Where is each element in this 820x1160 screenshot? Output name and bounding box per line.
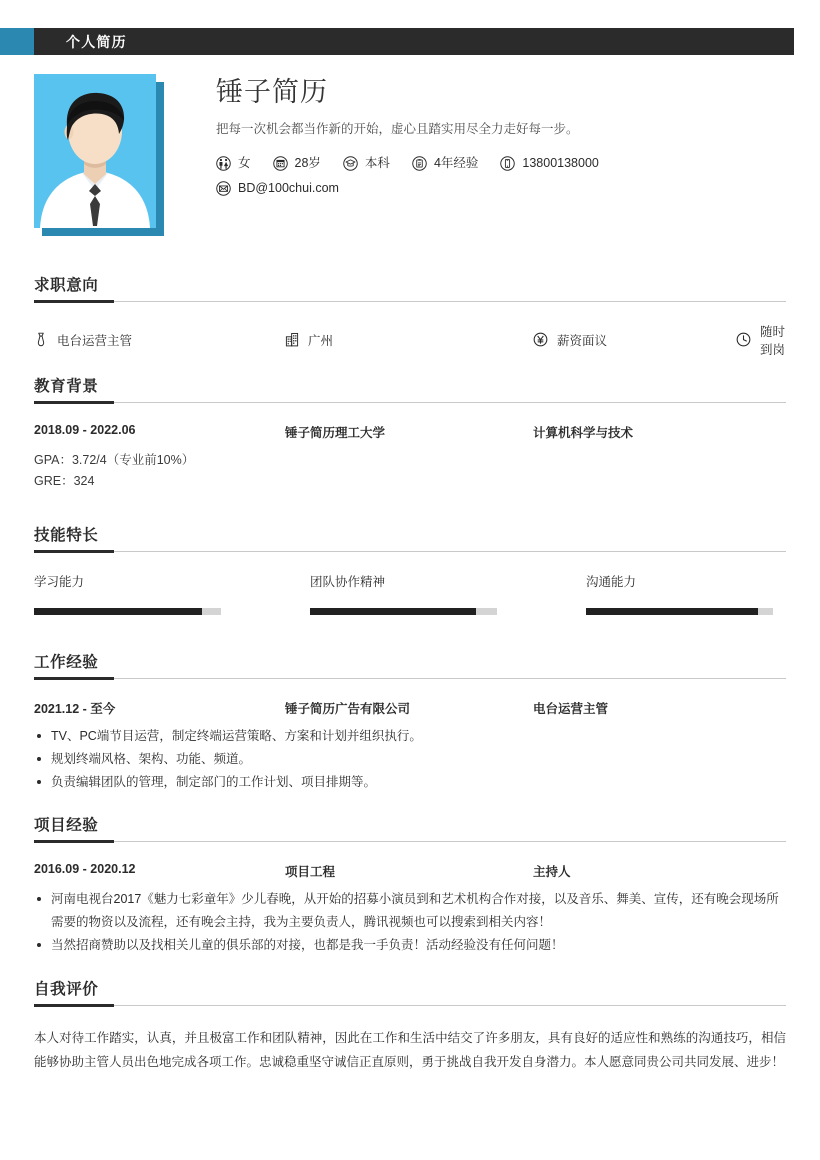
job-intention-row [34, 322, 786, 358]
education-school: 锤子简历理工大学 [285, 425, 386, 440]
intent-city-text: 广州 [308, 333, 334, 348]
graduation-cap-icon [343, 156, 358, 171]
section-title-work-experience: 工作经验 [34, 654, 99, 671]
section-skills [34, 528, 786, 615]
meta-age [273, 156, 321, 171]
project-bullets [34, 888, 786, 957]
skill-item [34, 572, 310, 615]
section-self-evaluation [34, 982, 786, 1074]
intent-position [34, 331, 285, 349]
skill-name: 沟通能力 [586, 574, 637, 589]
skill-progress-track [586, 608, 773, 615]
skill-name: 团队协作精神 [310, 574, 386, 589]
document-icon [412, 156, 427, 171]
skills-row [34, 572, 786, 615]
section-rule [34, 551, 786, 552]
meta-experience [412, 156, 478, 171]
meta-degree-text: 本科 [364, 156, 390, 171]
meta-age-text: 28岁 [294, 156, 321, 171]
list-item: 负责编辑团队的管理，制定部门的工作计划、项目排期等。 [34, 771, 786, 794]
header-accent-block [0, 28, 34, 55]
list-item: 河南电视台2017《魅力七彩童年》少儿春晚，从开始的招募小演员到和艺术机构合作对接，以及音乐、舞美、宣传，还有晚会现场所需要的物资以及流程，还有晚会主持，我为主要负责人，腾讯视频也可以搜索到相关内容！ [34, 888, 786, 934]
education-entry-head [34, 423, 786, 441]
meta-email-text: BD@100chui.com [238, 181, 339, 196]
section-rule [34, 841, 786, 842]
skill-item [310, 572, 586, 615]
section-rule [34, 678, 786, 679]
intent-city [285, 331, 533, 349]
section-title-skills: 技能特长 [34, 527, 99, 544]
education-details [34, 450, 786, 494]
section-title-project-experience: 项目经验 [34, 817, 99, 834]
intent-availability [736, 322, 786, 358]
intent-salary-text: 薪资面议 [557, 333, 608, 348]
avatar-photo [34, 74, 156, 228]
meta-gender [216, 156, 251, 171]
intent-salary [533, 331, 736, 349]
education-major: 计算机科学与技术 [533, 425, 634, 440]
meta-gender-text: 女 [238, 156, 251, 171]
work-entry-head [34, 699, 786, 717]
section-project-experience [34, 818, 786, 957]
gender-icon [216, 156, 231, 171]
project-date: 2016.09 - 2020.12 [34, 861, 136, 876]
section-work-experience [34, 655, 786, 794]
phone-icon [500, 156, 515, 171]
section-education [34, 379, 786, 493]
meta-degree [343, 156, 390, 171]
project-role: 主持人 [533, 864, 571, 879]
avatar-illustration [34, 74, 156, 228]
education-detail-gpa: GPA：3.72/4（专业前10%） [34, 452, 195, 467]
candidate-name: 锤子简历 [216, 77, 328, 107]
education-detail-gre: GRE：324 [34, 474, 95, 489]
profile-info [216, 74, 786, 206]
work-bullets [34, 725, 786, 794]
skill-progress-fill [34, 608, 202, 615]
section-rule [34, 1005, 786, 1006]
avatar [34, 74, 164, 236]
building-icon [285, 332, 299, 347]
skill-name: 学习能力 [34, 574, 85, 589]
header-dark-block [34, 28, 794, 55]
section-title-self-evaluation: 自我评价 [34, 981, 99, 998]
work-company: 锤子简历广告有限公司 [285, 701, 411, 716]
list-item: 规划终端风格、架构、功能、频道。 [34, 748, 786, 771]
work-date: 2021.12 - 至今 [34, 701, 116, 716]
tie-icon [34, 332, 48, 348]
section-title-education: 教育背景 [34, 378, 99, 395]
project-name: 项目工程 [285, 864, 336, 879]
project-body [34, 842, 786, 957]
skill-progress-fill [586, 608, 758, 615]
work-role: 电台运营主管 [533, 701, 609, 716]
profile-block [34, 74, 786, 236]
section-title-job-intention: 求职意向 [34, 277, 99, 294]
intent-availability-text: 随时到岗 [760, 324, 786, 357]
section-job-intention [34, 278, 786, 358]
job-intention-body [34, 302, 786, 358]
header-bar [0, 28, 794, 55]
envelope-icon [216, 181, 231, 196]
skill-item [586, 572, 820, 615]
work-body [34, 679, 786, 794]
skill-progress-fill [310, 608, 476, 615]
page-title: 个人简历 [66, 33, 127, 50]
skill-progress-track [310, 608, 497, 615]
list-item: TV、PC端节目运营，制定终端运营策略、方案和计划并组织执行。 [34, 725, 786, 748]
contact-row-1 [216, 156, 786, 171]
clock-icon [736, 332, 751, 347]
meta-phone-text: 13800138000 [522, 156, 599, 171]
skills-body [34, 552, 786, 615]
list-item: 当然招商赞助以及找相关儿童的俱乐部的对接，也都是我一手负责！活动经验没有任何问题！ [34, 934, 786, 957]
section-rule [34, 301, 786, 302]
meta-phone [500, 156, 598, 171]
section-rule [34, 402, 786, 403]
meta-email [216, 181, 339, 196]
skill-progress-track [34, 608, 221, 615]
salary-icon [533, 332, 548, 347]
meta-experience-text: 4年经验 [433, 156, 479, 171]
project-entry-head [34, 862, 786, 880]
self-evaluation-text: 本人对待工作踏实，认真，并且极富工作和团队精神，因此在工作和生活中结交了许多朋友，具有良好的适应性和熟练的沟通技巧，相信能够协助主管人员出色地完成各项工作。忠诚稳重坚守诚信正直原则，勇于挑战自我开发自身潜力。本人愿意同贵公司共同发展、进步！ [34, 1030, 786, 1069]
self-evaluation-body [34, 1006, 786, 1075]
education-date: 2018.09 - 2022.06 [34, 422, 136, 437]
contact-meta [216, 156, 786, 196]
candidate-tagline: 把每一次机会都当作新的开始，虚心且踏实用尽全力走好每一步。 [216, 121, 579, 136]
education-body [34, 403, 786, 494]
intent-position-text: 电台运营主管 [57, 333, 133, 348]
calendar-icon [273, 156, 288, 171]
contact-row-2 [216, 181, 786, 196]
